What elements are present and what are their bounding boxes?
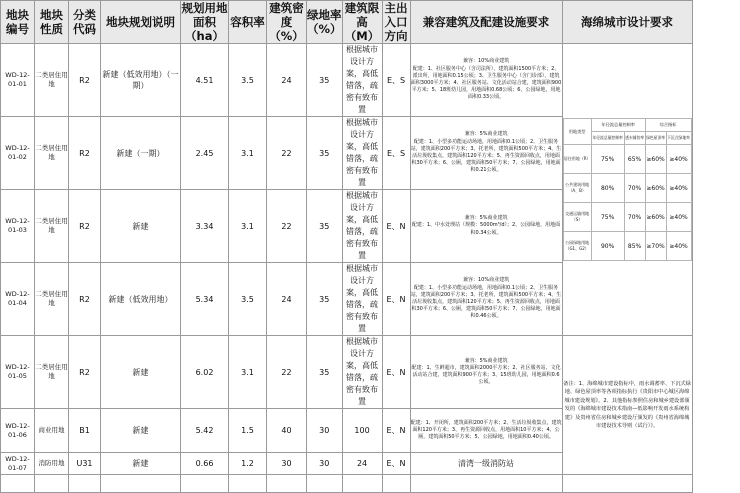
hm-sub-header: 年径流总量控制率 bbox=[591, 132, 624, 145]
facility-requirements bbox=[410, 263, 562, 336]
plot-desc: 新建 bbox=[101, 453, 181, 475]
plot-entry: E、N bbox=[382, 409, 410, 453]
plot-entry: E、S bbox=[382, 44, 410, 117]
plot-green: 30 bbox=[307, 453, 343, 475]
plot-area: 5.34 bbox=[181, 263, 229, 336]
plot-nature: 消防用地 bbox=[35, 453, 69, 475]
facility-text: 配建：1、中水处理站（规模：5000m³/d）；2、公园绿地，用地面积0.34公顷。 bbox=[411, 222, 561, 236]
plot-far: 3.1 bbox=[229, 336, 267, 409]
block-id: WD-12-01-03 bbox=[1, 190, 35, 263]
plot-nature: 二类居住用地 bbox=[35, 336, 69, 409]
plot-nature: 商业用地 bbox=[35, 409, 69, 453]
hm-row bbox=[563, 232, 691, 261]
facility-text: 配建：1、社区服务中心（含司法所），建筑面积1500平方米；2、派出所，用地面积0.15公顷；3、卫生服务中心（含门诊部），建筑面积3000平方米；4、社区服务站、文化活动站合建，建筑面积900平方米；5、18班幼儿园，用地面积0.68公顷；6、公园绿地，用地面积0.33公顷。 bbox=[410, 65, 562, 101]
plot-height: 根据城市设计方案，高低错落，疏密有致布置 bbox=[342, 117, 382, 190]
plot-density: 30 bbox=[267, 453, 307, 475]
plot-desc: 新建（低效用地） bbox=[101, 263, 181, 336]
hm-runoff-header: 年径流总量控制率 bbox=[591, 119, 645, 132]
block-id: WD-12-01-05 bbox=[1, 336, 35, 409]
haimian-table-cell bbox=[562, 44, 692, 336]
table-row bbox=[1, 44, 693, 117]
hm-value: ≥40% bbox=[666, 174, 691, 203]
plot-desc: 新建（低效用地）（一期） bbox=[101, 44, 181, 117]
plot-desc: 新建 bbox=[101, 336, 181, 409]
plot-area: 0.66 bbox=[181, 453, 229, 475]
plot-code: R2 bbox=[69, 336, 101, 409]
block-id: WD-12-01-02 bbox=[1, 117, 35, 190]
hm-type: 居住用地（R） bbox=[563, 145, 591, 174]
compat-title: 兼容：10%商业建筑 bbox=[462, 277, 510, 284]
plot-density: 22 bbox=[267, 117, 307, 190]
hm-row bbox=[563, 145, 691, 174]
plot-desc: 新建 bbox=[101, 190, 181, 263]
header-code: 分类代码 bbox=[69, 1, 101, 44]
plot-code: U31 bbox=[69, 453, 101, 475]
header-nature: 地块性质 bbox=[35, 1, 69, 44]
hm-type: 公共建筑用地（A、B） bbox=[563, 174, 591, 203]
plot-area: 6.02 bbox=[181, 336, 229, 409]
empty-row bbox=[1, 475, 693, 493]
plot-far: 1.5 bbox=[229, 409, 267, 453]
plot-area: 5.42 bbox=[181, 409, 229, 453]
facility-text: 配建：1、开闭所，建筑面积200平方米；2、生活垃圾收集点，建筑面积120平方米；3、再生资源回收点，用地面积10平方米；4、公厕，建筑面积50平方米；5、公园绿地，用地面积0.40公顷。 bbox=[410, 419, 562, 441]
haimian-note: 备注：1、海绵城市建设指标中，雨水调蓄率、下沉式绿地、绿色屋顶率等各项指标执行《贵阳市中心城区海绵城市建设规划》。2、其他指标参照住房和城乡建设部颁发的《海绵城市建设技术指南—低影响开发雨水系统构建》及贵州省住房和城乡建设厅颁发的《贵州省海绵城市建设技术导则（试行）》。 bbox=[562, 336, 692, 475]
compat-title: 兼容：5%商业建筑 bbox=[464, 215, 508, 222]
plot-density: 22 bbox=[267, 190, 307, 263]
hm-value: ≥40% bbox=[666, 203, 691, 232]
facility-text: 清湾一级消防站 bbox=[458, 459, 515, 468]
hm-row bbox=[563, 203, 691, 232]
plot-nature: 二类居住用地 bbox=[35, 263, 69, 336]
plot-area: 4.51 bbox=[181, 44, 229, 117]
plot-far: 3.5 bbox=[229, 263, 267, 336]
header-area: 规划用地面积（ha） bbox=[181, 1, 228, 43]
plot-nature: 二类居住用地 bbox=[35, 117, 69, 190]
header-density: 建筑密度（%） bbox=[267, 1, 307, 44]
header-haimian: 海绵城市设计要求 bbox=[562, 1, 692, 44]
compat-title: 兼容：5%商业建筑 bbox=[464, 131, 508, 138]
plot-height: 24 bbox=[342, 453, 382, 475]
block-id: WD-12-01-06 bbox=[1, 409, 35, 453]
block-id: WD-12-01-04 bbox=[1, 263, 35, 336]
hm-value: 75% bbox=[591, 145, 624, 174]
header-desc: 地块规划说明 bbox=[101, 1, 181, 44]
header-far: 容积率 bbox=[229, 1, 267, 44]
plot-height: 根据城市设计方案，高低错落，疏密有致布置 bbox=[342, 190, 382, 263]
compat-title: 兼容：5%商业建筑 bbox=[464, 357, 508, 364]
plot-height: 根据城市设计方案，高低错落，疏密有致布置 bbox=[342, 263, 382, 336]
plot-far: 3.1 bbox=[229, 117, 267, 190]
plot-density: 24 bbox=[267, 263, 307, 336]
plot-height: 100 bbox=[342, 409, 382, 453]
hm-value: ≥60% bbox=[645, 203, 666, 232]
facility-text: 配建：1、生鲜超市，建筑面积2000平方米；2、社区服务站、文化活动站合建，建筑面积900平方米；3、15班幼儿园，用地面积0.6公顷。 bbox=[411, 364, 561, 386]
plot-green: 35 bbox=[307, 117, 343, 190]
facility-requirements bbox=[410, 453, 562, 475]
facility-requirements bbox=[410, 190, 562, 263]
plot-green: 35 bbox=[307, 336, 343, 409]
plot-green: 35 bbox=[307, 263, 343, 336]
hm-value: ≥60% bbox=[645, 174, 666, 203]
hm-sub-header: 透水铺装率 bbox=[624, 132, 645, 145]
plot-code: R2 bbox=[69, 263, 101, 336]
hm-value: 90% bbox=[591, 232, 624, 261]
plot-code: R2 bbox=[69, 190, 101, 263]
hm-value: 70% bbox=[624, 203, 645, 232]
facility-requirements bbox=[410, 336, 562, 409]
facility-requirements bbox=[410, 409, 562, 453]
hm-value: 70% bbox=[624, 174, 645, 203]
block-id: WD-12-01-01 bbox=[1, 44, 35, 117]
hm-value: 75% bbox=[591, 203, 624, 232]
hm-value: ≥70% bbox=[645, 232, 666, 261]
plot-far: 3.1 bbox=[229, 190, 267, 263]
plot-density: 40 bbox=[267, 409, 307, 453]
plot-density: 22 bbox=[267, 336, 307, 409]
facility-requirements bbox=[410, 44, 562, 117]
block-id: WD-12-01-07 bbox=[1, 453, 35, 475]
hm-sub-header: 绿色屋顶率 bbox=[645, 132, 666, 145]
facility-requirements bbox=[410, 117, 562, 190]
haimian-index-table bbox=[563, 118, 692, 261]
hm-value: 85% bbox=[624, 232, 645, 261]
hm-composite-header: 综合指标 bbox=[645, 119, 691, 132]
plot-nature: 二类居住用地 bbox=[35, 190, 69, 263]
plot-code: B1 bbox=[69, 409, 101, 453]
plot-entry: E、S bbox=[382, 117, 410, 190]
compat-title: 兼容：10%商业建筑 bbox=[462, 58, 510, 65]
table-row bbox=[1, 336, 693, 409]
header-block-no: 地块编号 bbox=[1, 1, 35, 44]
hm-type: 公园绿地用地（G1、G2） bbox=[563, 232, 591, 261]
plot-nature: 二类居住用地 bbox=[35, 44, 69, 117]
plot-far: 3.5 bbox=[229, 44, 267, 117]
plot-desc: 新建 bbox=[101, 409, 181, 453]
header-entry: 主出入口方向 bbox=[382, 1, 410, 44]
hm-value: 65% bbox=[624, 145, 645, 174]
plot-entry: E、N bbox=[382, 190, 410, 263]
plot-area: 3.34 bbox=[181, 190, 229, 263]
facility-text: 配建：1、小型多功能运动场地，用地面积0.1公顷；2、卫生服务站，建筑面积200平方米；3、托老所，建筑面积500平方米；4、生活垃圾收集点，建筑面积120平方米；5、再生资源回收点，用地面积30平方米；6、公厕，建筑面积50平方米；7、公园绿地，用地面积0.21公顷。 bbox=[410, 138, 562, 174]
plot-green: 30 bbox=[307, 409, 343, 453]
plot-density: 24 bbox=[267, 44, 307, 117]
plot-entry: E、N bbox=[382, 453, 410, 475]
header-facilities: 兼容建筑及配建设施要求 bbox=[410, 1, 562, 44]
plot-code: R2 bbox=[69, 117, 101, 190]
hm-value: ≥40% bbox=[666, 145, 691, 174]
plot-code: R2 bbox=[69, 44, 101, 117]
hm-type: 交通运输用地（S） bbox=[563, 203, 591, 232]
plot-height: 根据城市设计方案，高低错落，疏密有致布置 bbox=[342, 336, 382, 409]
hm-value: 80% bbox=[591, 174, 624, 203]
plot-green: 35 bbox=[307, 190, 343, 263]
header-row bbox=[1, 1, 693, 44]
plot-desc: 新建（一期） bbox=[101, 117, 181, 190]
plot-far: 1.2 bbox=[229, 453, 267, 475]
plot-green: 35 bbox=[307, 44, 343, 117]
hm-value: ≥60% bbox=[645, 145, 666, 174]
header-green: 绿地率（%） bbox=[307, 1, 343, 44]
header-height: 建筑限高（M） bbox=[342, 1, 382, 44]
hm-type-header: 用地类型 bbox=[563, 119, 591, 145]
hm-row bbox=[563, 174, 691, 203]
plot-area: 2.45 bbox=[181, 117, 229, 190]
plot-height: 根据城市设计方案，高低错落，疏密有致布置 bbox=[342, 44, 382, 117]
plot-entry: E、N bbox=[382, 336, 410, 409]
hm-value: ≥40% bbox=[666, 232, 691, 261]
facility-text: 配建：1、小型多功能运动场地，用地面积0.1公顷；2、卫生服务站，建筑面积200平方米；3、托老所，建筑面积500平方米；4、生活垃圾收集点，建筑面积120平方米；5、再生资源回收点，用地面积30平方米；6、公厕，建筑面积50平方米；7、公园绿地，用地面积0.46公顷。 bbox=[410, 284, 562, 320]
plot-entry: E、N bbox=[382, 263, 410, 336]
hm-sub-header: 下沉式绿地率 bbox=[666, 132, 691, 145]
